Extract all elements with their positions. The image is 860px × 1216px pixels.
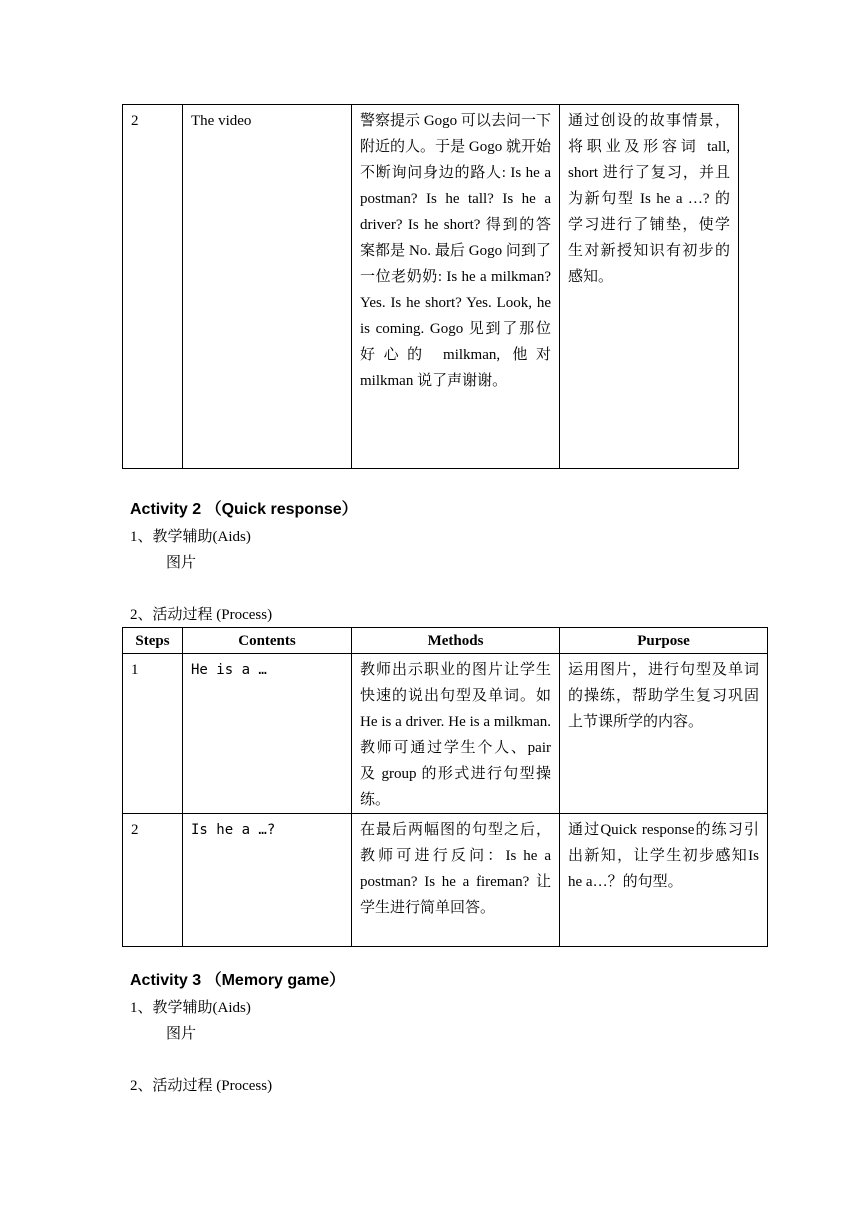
activity2-aids-label: 1、教学辅助(Aids) — [130, 529, 251, 545]
purpose-cell: 通过创设的故事情景，将职业及形容词 tall, short 进行了复习，并且为新句型 Is he a …? 的学习进行了铺垫，使学生对新授知识有初步的感知。 — [560, 105, 739, 469]
method-cell: 在最后两幅图的句型之后，教师可进行反问：Is he a postman? Is he a fireman? 让学生进行简单回答。 — [352, 814, 560, 947]
activity3-title: Activity 3 （Memory game） — [130, 972, 346, 989]
activity3-process-label: 2、活动过程 (Process) — [130, 1078, 273, 1094]
activity3-aids-label: 1、教学辅助(Aids) — [130, 1000, 251, 1016]
table-row — [123, 654, 768, 814]
purpose-cell: 运用图片，进行句型及单词的操练，帮助学生复习巩固上节课所学的内容。 — [560, 654, 768, 814]
step-cell: 2 — [123, 814, 183, 947]
activity2-aids-value: 图片 — [166, 555, 197, 571]
header-purpose: Purpose — [560, 628, 768, 654]
header-methods: Methods — [352, 628, 560, 654]
activity2-process-label: 2、活动过程 (Process) — [130, 607, 273, 623]
purpose-cell: 通过Quick response的练习引出新知，让学生初步感知Is he a…？的句型。 — [560, 814, 768, 947]
content-cell: The video — [183, 105, 352, 469]
video-table — [122, 104, 739, 469]
method-cell: 警察提示 Gogo 可以去问一下附近的人。于是 Gogo 就开始不断询问身边的路人: Is he a postman? Is he tall? Is he a driver? Is he short? 得到的答案都是 No. 最后 Gogo 问到了一位老奶奶: Is he a milkman? Yes. Is he short? Yes. Look, he is coming. Gogo 见到了那位好心的 milkman, 他对 milkman 说了声谢谢。 — [352, 105, 560, 469]
table-row — [123, 814, 768, 947]
table-header-row — [123, 628, 768, 654]
table-row — [123, 105, 739, 469]
step-cell: 2 — [123, 105, 183, 469]
header-contents: Contents — [183, 628, 352, 654]
activity2-title: Activity 2 （Quick response） — [130, 501, 358, 518]
activity3-aids-value: 图片 — [166, 1026, 197, 1042]
step-cell: 1 — [123, 654, 183, 814]
header-steps: Steps — [123, 628, 183, 654]
quick-response-table — [122, 627, 768, 947]
content-cell: He is a … — [183, 654, 352, 814]
method-cell: 教师出示职业的图片让学生快速的说出句型及单词。如 He is a driver. He is a milkman. 教师可通过学生个人、pair 及 group 的形式进行句型操练。 — [352, 654, 560, 814]
content-cell: Is he a …? — [183, 814, 352, 947]
